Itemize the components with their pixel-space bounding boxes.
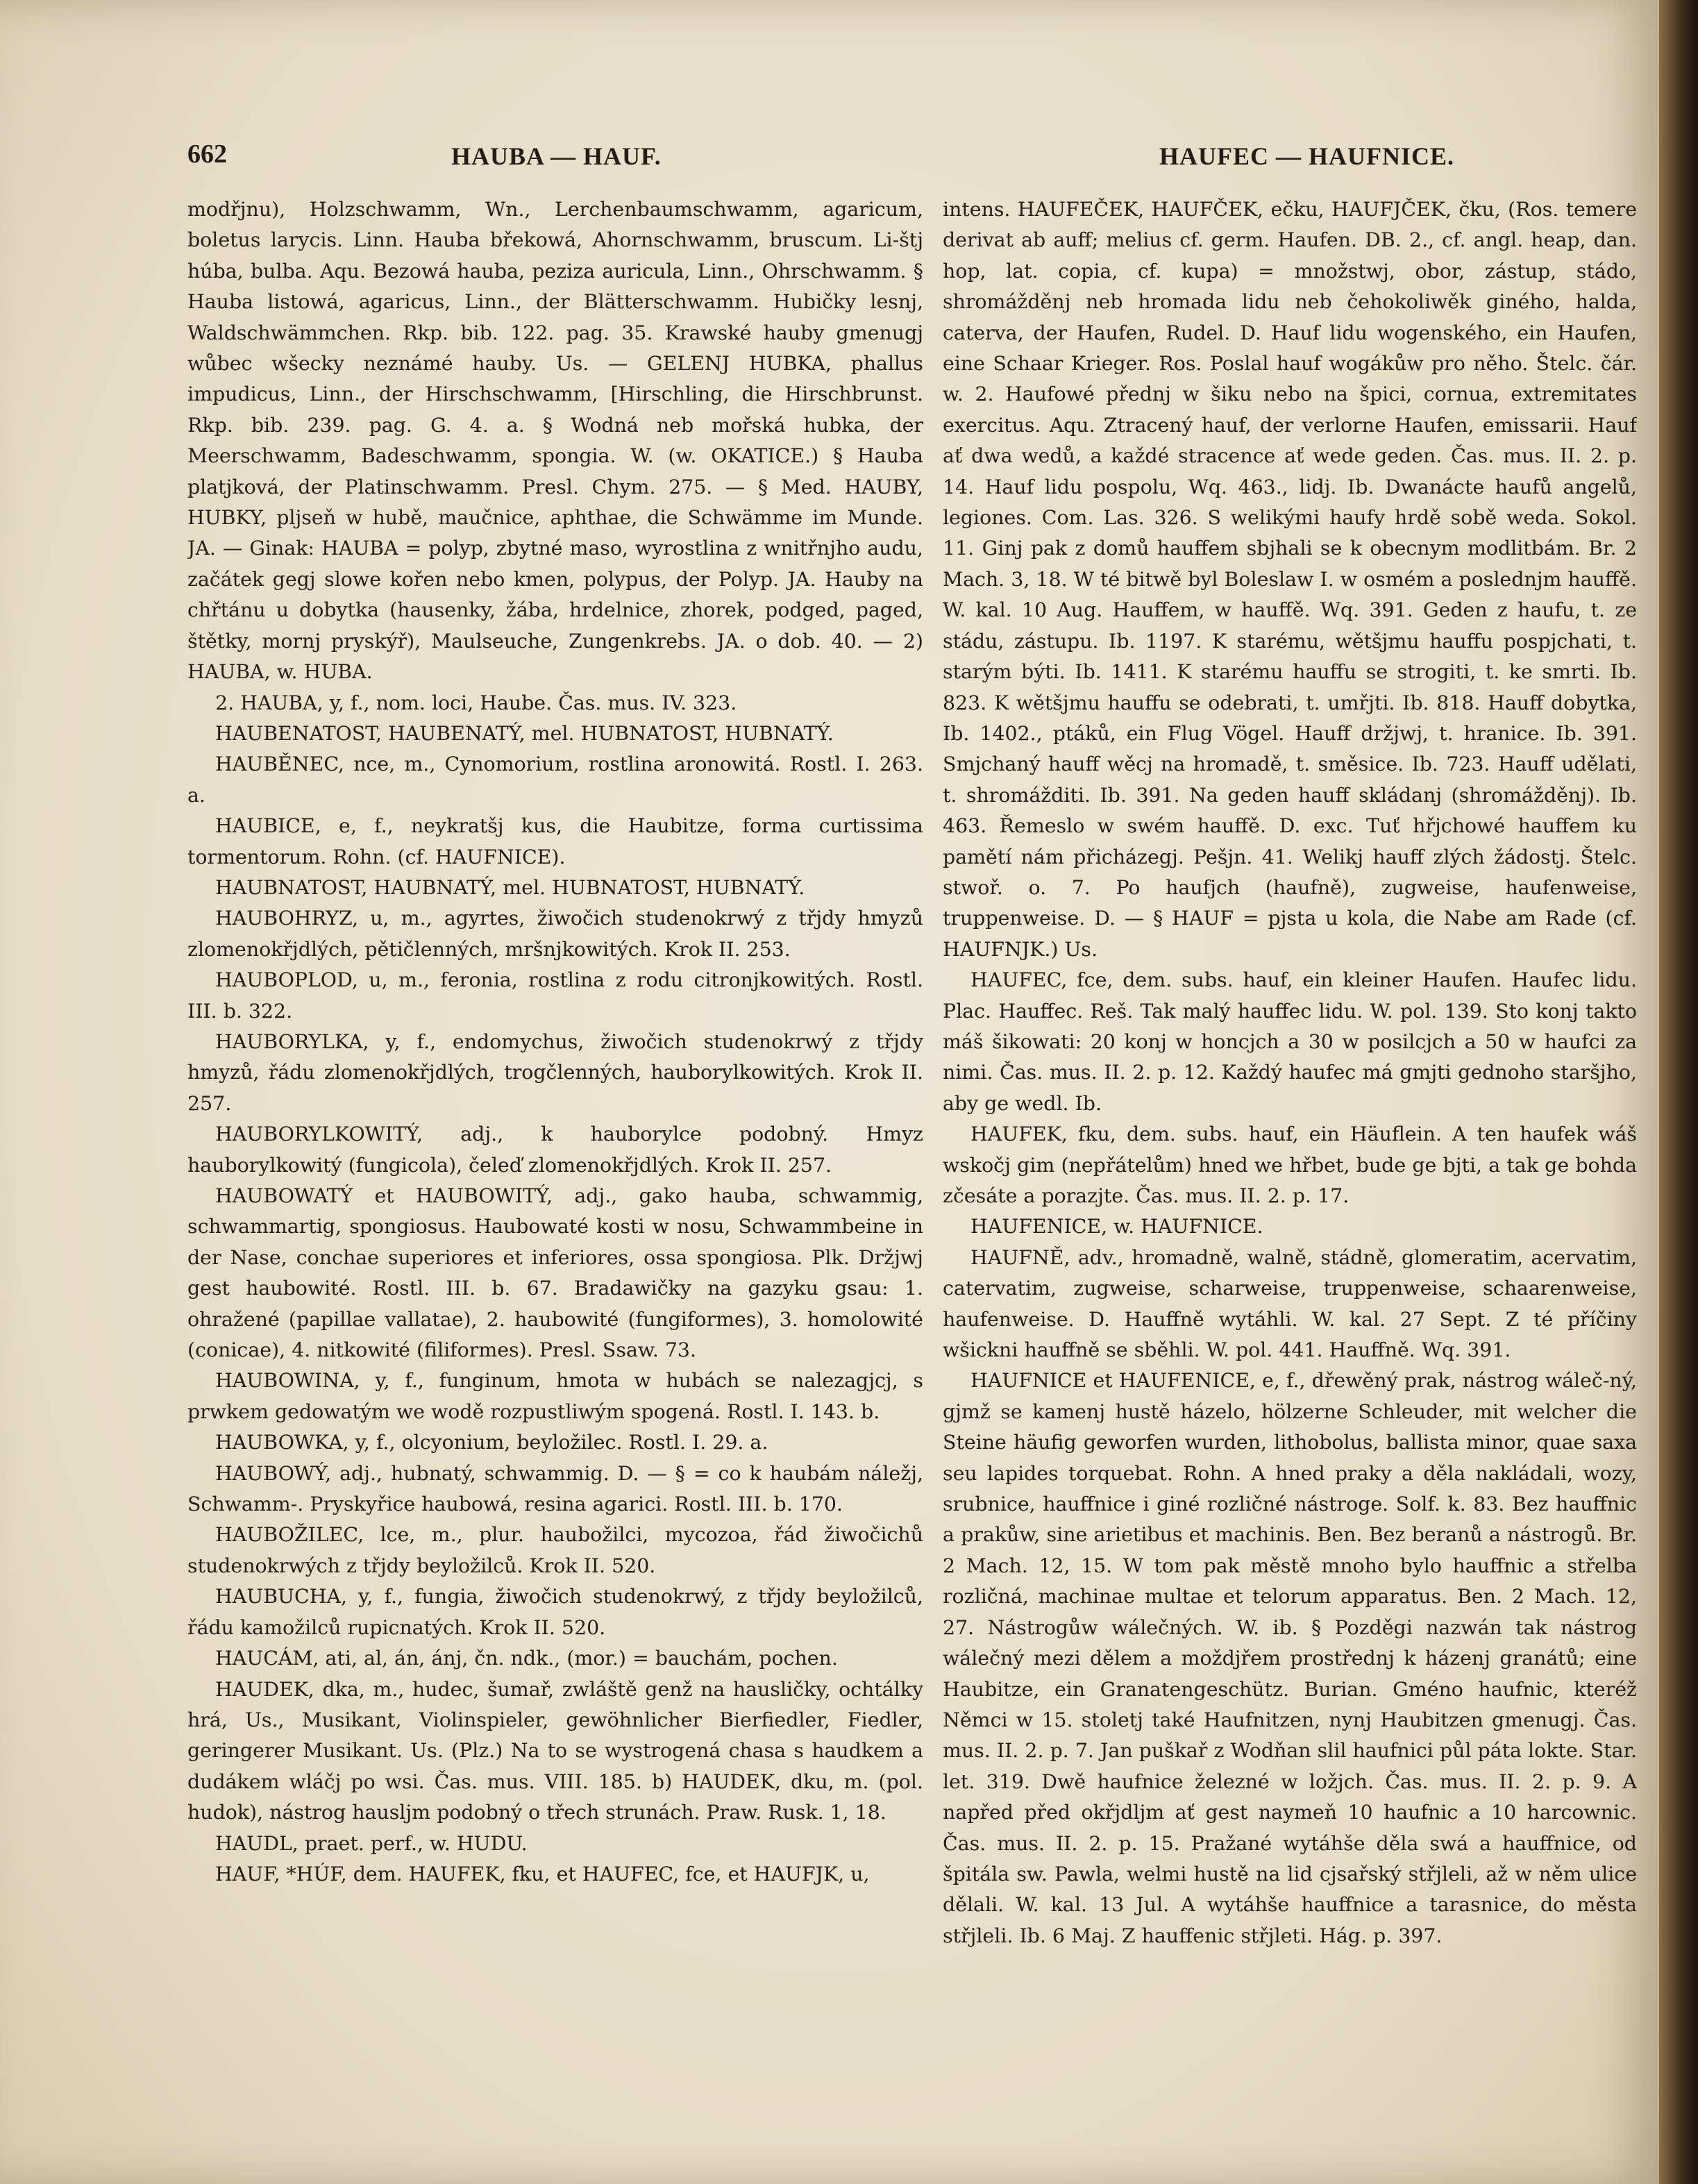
entry-haubozilec: HAUBOŽILEC, lce, m., plur. haubožilci, mycozoa, řád žiwočichů studenokrwých z třjdy beyložilců. Krok II. 520. xyxy=(187,1523,923,1577)
entry-haufec: HAUFEC, fce, dem. subs. hauf, ein kleiner Haufen. Haufec lidu. Plac. Hauffec. Reš. Tak malý hauffec lidu. W. pol. 139. Sto konj takto máš šikowati: 20 konj w honcjch a 30 w posilcjch a 50 w haufci za nimi. Čas. mus. II. 2. p. 12. Každý haufec má gmjti gednoho staršjho, aby ge wedl. Ib. xyxy=(943,968,1637,1115)
page-header xyxy=(187,139,1638,180)
entry-haudl: HAUDL, praet. perf., w. HUDU. xyxy=(215,1831,528,1855)
right-running-title: HAUFEC — HAUFNICE. xyxy=(1159,142,1455,170)
entry-haubowka: HAUBOWKA, y, f., olcyonium, beyložilec. Rostl. I. 29. a. xyxy=(215,1431,768,1454)
entry-hauboplod: HAUBOPLOD, u, m., feronia, rostlina z rodu citronjkowitých. Rostl. III. b. 322. xyxy=(187,968,923,1023)
entry-hauf: HAUF, *HÚF, dem. HAUFEK, fku, et HAUFEC, fce, et HAUFJK, u, xyxy=(215,1862,870,1885)
entry-haufne: HAUFNĚ, adv., hromadně, walně, stádně, glomeratim, acervatim, catervatim, zugweise, scharweise, truppenweise, schaarenweise, haufenweise. D. Hauffně wytáhli. W. kal. 27 Sept. Z té příčiny wšickni hauffně se sběhli. W. pol. 441. Hauffně. Wq. 391. xyxy=(943,1245,1637,1362)
page-number: 662 xyxy=(187,140,227,169)
entry-haubowina: HAUBOWINA, y, f., funginum, hmota w hubách se nalezagjcj, s prwkem gedowatým we wodě rozpustliwým spogená. Rostl. I. 143. b. xyxy=(187,1369,923,1423)
left-column xyxy=(187,194,923,2152)
entry-haufek: HAUFEK, fku, dem. subs. hauf, ein Häuflein. A ten haufek wáš wskočj gim (nepřátelům) hned we hřbet, bude ge bjti, a tak ge bohda zčesáte a porazjte. Čas. mus. II. 2. p. 17. xyxy=(943,1123,1637,1207)
entry-haubenec: HAUBĚNEC, nce, m., Cynomorium, rostlina aronowitá. Rostl. I. 263. a. xyxy=(187,753,923,807)
entry-haubnatost: HAUBNATOST, HAUBNATÝ, mel. HUBNATOST, HUBNATÝ. xyxy=(215,875,805,899)
entry-haubowaty: HAUBOWATÝ et HAUBOWITÝ, adj., gako hauba, schwammig, schwammartig, spongiosus. Haubowaté kosti w nosu, Schwammbeine in der Nase, conchae superiores et inferiores, ossa spongiosa. Plk. Držjwj gest haubowité. Rostl. III. b. 67. Bradawičky na gazyku gsau: 1. ohražené (papillae vallatae), 2. haubowité (fungiformes), 3. homolowité (conicae), 4. nitkowité (filiformes). Presl. Ssaw. 73. xyxy=(187,1184,923,1362)
entry-haubenatost: HAUBENATOST, HAUBENATÝ, mel. HUBNATOST, HUBNATÝ. xyxy=(215,721,834,745)
left-running-title: HAUBA — HAUF. xyxy=(451,142,662,170)
entry-haubohryz: HAUBOHRYZ, u, m., agyrtes, žiwočich studenokrwý z třjdy hmyzů zlomenokřjdlých, pětičlenných, mršnjkowitých. Krok II. 253. xyxy=(187,907,923,961)
entry-haubice: HAUBICE, e, f., neykratšj kus, die Haubitze, forma curtissima tormentorum. Rohn. (cf. HAUFNICE). xyxy=(187,814,923,868)
entry-haufenice: HAUFENICE, w. HAUFNICE. xyxy=(970,1215,1263,1238)
entry-haubowy: HAUBOWÝ, adj., hubnatý, schwammig. D. — § = co k haubám náležj, Schwamm-. Pryskyřice haubowá, resina agarici. Rostl. III. b. 170. xyxy=(187,1461,923,1516)
entry-hauborylkowity: HAUBORYLKOWITÝ, adj., k hauborylce podobný. Hmyz hauborylkowitý (fungicola), čeleď zlomenokřjdlých. Krok II. 257. xyxy=(187,1123,923,1177)
entry-continuation: modřjnu), Holzschwamm, Wn., Lerchenbaumschwamm, agaricum, boletus larycis. Linn. Hauba břekowá, Ahornschwamm, bruscum. Li-štj húba, bulba. Aqu. Bezowá hauba, peziza auricula, Linn., Ohrschwamm. § Hauba listowá, agaricus, Linn., der Blätterschwamm. Hubičky lesnj, Waldschwämmchen. Rkp. bib. 122. pag. 35. Krawské hauby gmenugj wůbec wšecky neznámé hauby. Us. — GELENJ HUBKA, phallus impudicus, Linn., der Hirschschwamm, [Hirschling, die Hirschbrunst. Rkp. bib. 239. pag. G. 4. a. § Wodná neb mořská hubka, der Meerschwamm, Badeschwamm, spongia. W. (w. OKATICE.) § Hauba platjková, der Platinschwamm. Presl. Chym. 275. — § Med. HAUBY, HUBKY, pljseň w hubě, maučnice, aphthae, die Schwämme im Munde. JA. — Ginak: HAUBA = polyp, zbytné maso, wyrostlina z wnitřnjho audu, začátek gegj slowe kořen nebo kmen, polypus, der Polyp. JA. Hauby na chřtánu u dobytka (hausenky, žába, hrdelnice, zhorek, podged, paged, štětky, mornj pryskýř), Maulseuche, Zungenkrebs. JA. o dob. 40. — 2) HAUBA, w. HUBA. xyxy=(187,198,923,684)
entry-haufnice: HAUFNICE et HAUFENICE, e, f., dřewěný prak, nástrog wáleč-ný, gjmž se kamenj hustě házelo, hölzerne Schleuder, mit welcher die Steine häufig geworfen wurden, lithobolus, ballista minor, quae saxa seu lapides torquebat. Rohn. A hned praky a děla nakládali, wozy, srubnice, hauffnice i giné rozličné nástroge. Solf. k. 83. Bez hauffnic a prakůw, sine arietibus et machinis. Ben. Bez beranů a nástrogů. Br. 2 Mach. 12, 15. W tom pak městě mnoho bylo hauffnic a střelba rozličná, machinae multae et telorum apparatus. Ben. 2 Mach. 12, 27. Nástrogůw wálečných. W. ib. § Pozděgi nazwán tak nástrog wálečný mezi dělem a moždjřem prostřednj k házenj granátů; eine Haubitze, ein Granatengeschütz. Burian. Gméno haufnic, kteréž Němci w 15. stoletj také Haufnitzen, nynj Haubitzen gmenugj. Čas. mus. II. 2. p. 7. Jan puškař z Wodňan slil haufnici půl páta lokte. Star. let. 319. Dwě haufnice železné w ložjch. Čas. mus. II. 2. p. 9. A napřed před okřjdljm ať gest naymeň 10 haufnic a 10 harcownic. Čas. mus. II. 2. p. 15. Pražané wytáhše děla swá a hauffnice, od špitála sw. Pawla, welmi hustě na lid cjsařský střjleli, až w něm ulice dělali. W. kal. 13 Jul. A wytáhše hauffnice a tarasnice, do města střjleli. Ib. 6 Maj. Z hauffenic střjleti. Hág. p. 397. xyxy=(943,1369,1637,1947)
right-column xyxy=(943,194,1637,2152)
entry-haucam: HAUCÁM, ati, al, án, ánj, čn. ndk., (mor.) = bauchám, pochen. xyxy=(215,1647,838,1670)
entry-haudek: HAUDEK, dka, m., hudec, šumař, zwláště genž na hausličky, ochtálky hrá, Us., Musikant, Violinspieler, gewöhnlicher Bierfiedler, Fiedler, geringerer Musikant. Us. (Plz.) Na to se wystrogená chasa s haudkem a dudákem wláčj po wsi. Čas. mus. VIII. 185. b) HAUDEK, dku, m. (pol. hudok), nástrog hausljm podobný o třech strunách. Praw. Rusk. 1, 18. xyxy=(187,1677,923,1824)
entry-hauborylka: HAUBORYLKA, y, f., endomychus, žiwočich studenokrwý z třjdy hmyzů, řádu zlomenokřjdlých, trogčlenných, hauborylkowitých. Krok II. 257. xyxy=(187,1030,923,1115)
entry-haubucha: HAUBUCHA, y, f., fungia, žiwočich studenokrwý, z třjdy beyložilců, řádu kamožilců rupicnatých. Krok II. 520. xyxy=(187,1585,923,1639)
entry-hauba-2: 2. HAUBA, y, f., nom. loci, Haube. Čas. mus. IV. 323. xyxy=(215,691,737,714)
book-spine-edge xyxy=(1659,0,1698,2184)
entry-continuation: intens. HAUFEČEK, HAUFČEK, ečku, HAUFJČEK, čku, (Ros. temere derivat ab auff; melius cf. germ. Haufen. DB. 2., cf. angl. heap, dan. hop, lat. copia, cf. kupa) = množstwj, obor, zástup, stádo, shromážděnj neb hromada lidu neb čehokoliwěk giného, halda, caterva, der Haufen, Rudel. D. Hauf lidu wogenského, ein Haufen, eine Schaar Krieger. Ros. Poslal hauf wogákůw pro něho. Štelc. čár. w. 2. Haufowé přednj w šiku nebo na špici, cornua, extremitates exercitus. Aqu. Ztracený hauf, der verlorne Haufen, emissarii. Hauf ať dwa wedů, a každé stracence ať wede geden. Čas. mus. II. 2. p. 14. Hauf lidu pospolu, Wq. 463., lidj. Ib. Dwanácte haufů angelů, legiones. Com. Las. 326. S welikými haufy hrdě sobě weda. Sokol. 11. Ginj pak z domů hauffem sbjhali se k obecnym modlitbám. Br. 2 Mach. 3, 18. W té bitwě byl Boleslaw I. w osmém a poslednjm hauffě. W. kal. 10 Aug. Hauffem, w hauffě. Wq. 391. Geden z haufu, t. ze stádu, zástupu. Ib. 1197. K starému, wětšjmu hauffu pospjchati, t. starým býti. Ib. 1411. K starému hauffu se strogiti, t. ke smrti. Ib. 823. K wětšjmu hauffu se odebrati, t. umřjti. Ib. 818. Hauff dobytka, Ib. 1402., ptáků, ein Flug Vögel. Hauff držjwj, t. hranice. Ib. 391. Smjchaný hauff wěcj na hromadě, t. směsice. Ib. 723. Hauff udělati, t. shromážditi. Ib. 391. Na geden hauff skládanj (shromážděnj). Ib. 463. Řemeslo w swém hauffě. D. exc. Tuť hřjchowé hauffem ku pamětí nám přicházegj. Pešjn. 41. Welikj hauff zlých žádostj. Štelc. stwoř. o. 7. Po haufjch (haufně), zugweise, haufenweise, truppenweise. D. — § HAUF = pjsta u kola, die Nabe am Rade (cf. HAUFNJK.) Us. xyxy=(943,198,1637,961)
